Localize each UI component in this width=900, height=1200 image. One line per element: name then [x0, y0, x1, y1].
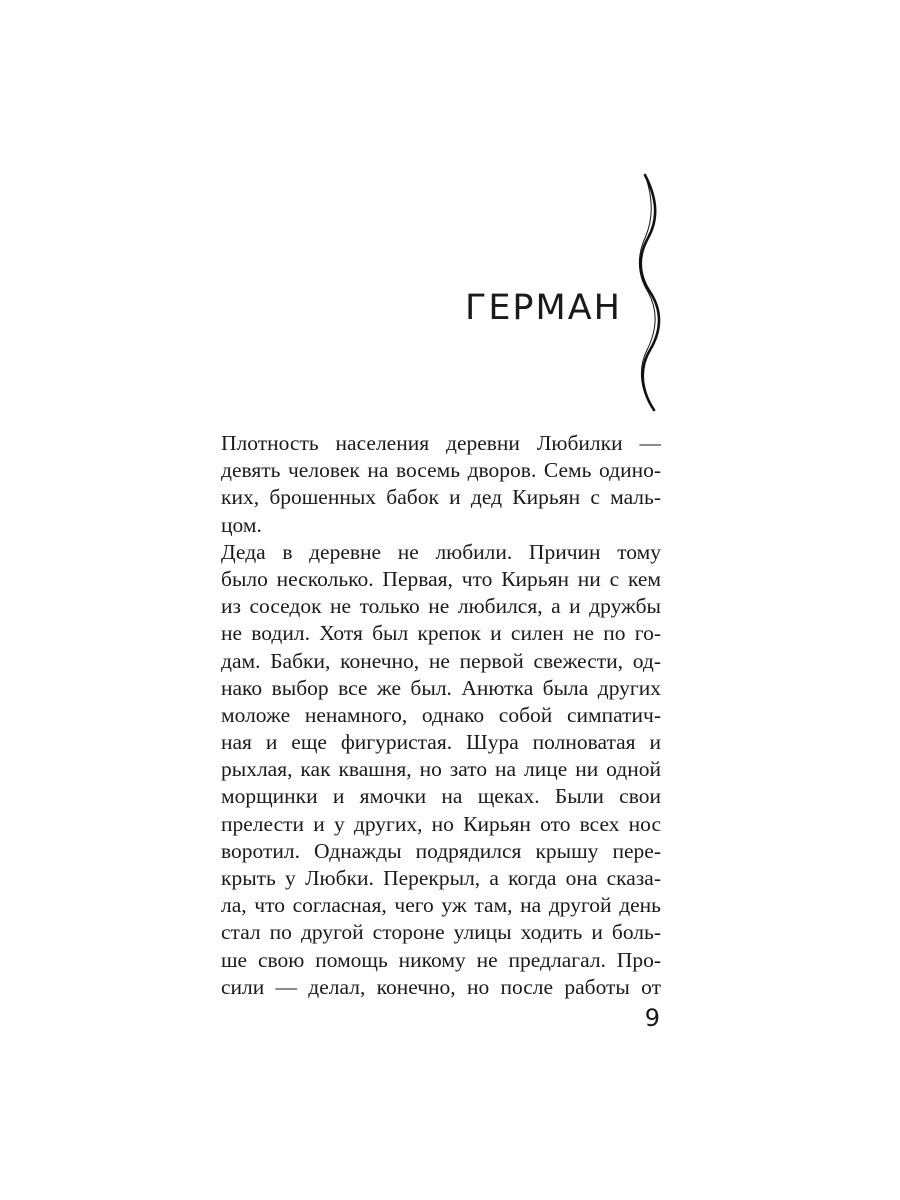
text-line: ная и еще фигуристая. Шура полноватая и	[221, 730, 661, 755]
wavy-line-icon	[620, 170, 670, 415]
text-line: ла, что согласная, чего уж там, на другой день	[221, 893, 661, 918]
page-number: 9	[644, 1004, 660, 1032]
text-line: крыть у Любки. Перекрыл, а когда она сказа-	[221, 866, 661, 890]
text-line: сили — делал, конечно, но после работы от	[221, 974, 661, 999]
chapter-title: ГЕРМАН	[464, 288, 622, 328]
text-line: из соседок не только не любился, а и дружбы	[221, 594, 661, 619]
text-line: воротил. Однажды подрядился крышу пере-	[221, 838, 661, 863]
text-line: не водил. Хотя был крепок и силен не по го-	[221, 621, 661, 646]
text-line: рыхлая, как квашня, но зато на лице ни одной	[221, 757, 661, 782]
text-line: цом.	[221, 512, 262, 537]
text-line: ше свою помощь никому не предлагал. Про-	[221, 947, 661, 972]
text-line: девять человек на восемь дворов. Семь одино-	[221, 458, 661, 483]
text-line: Деда в деревне не любили. Причин тому	[221, 539, 661, 564]
text-line: Плотность населения деревни Любилки —	[221, 431, 661, 455]
text-line: ких, брошенных бабок и дед Кирьян с маль-	[221, 485, 661, 510]
text-line: дам. Бабки, конечно, не первой свежести, од-	[221, 648, 661, 673]
chapter-body-text	[221, 430, 661, 1001]
text-line: нако выбор все же был. Анютка была других	[221, 675, 661, 700]
paragraph-1	[221, 430, 661, 539]
text-line: моложе ненамного, однако собой симпатич-	[221, 702, 661, 727]
text-line: стал по другой стороне улицы ходить и боль-	[221, 920, 661, 945]
paragraph-2	[221, 539, 661, 1001]
text-line: прелести и у других, но Кирьян ото всех нос	[221, 811, 661, 836]
text-line: было несколько. Первая, что Кирьян ни с кем	[221, 566, 661, 591]
text-line: морщинки и ямочки на щеках. Были свои	[221, 784, 661, 809]
